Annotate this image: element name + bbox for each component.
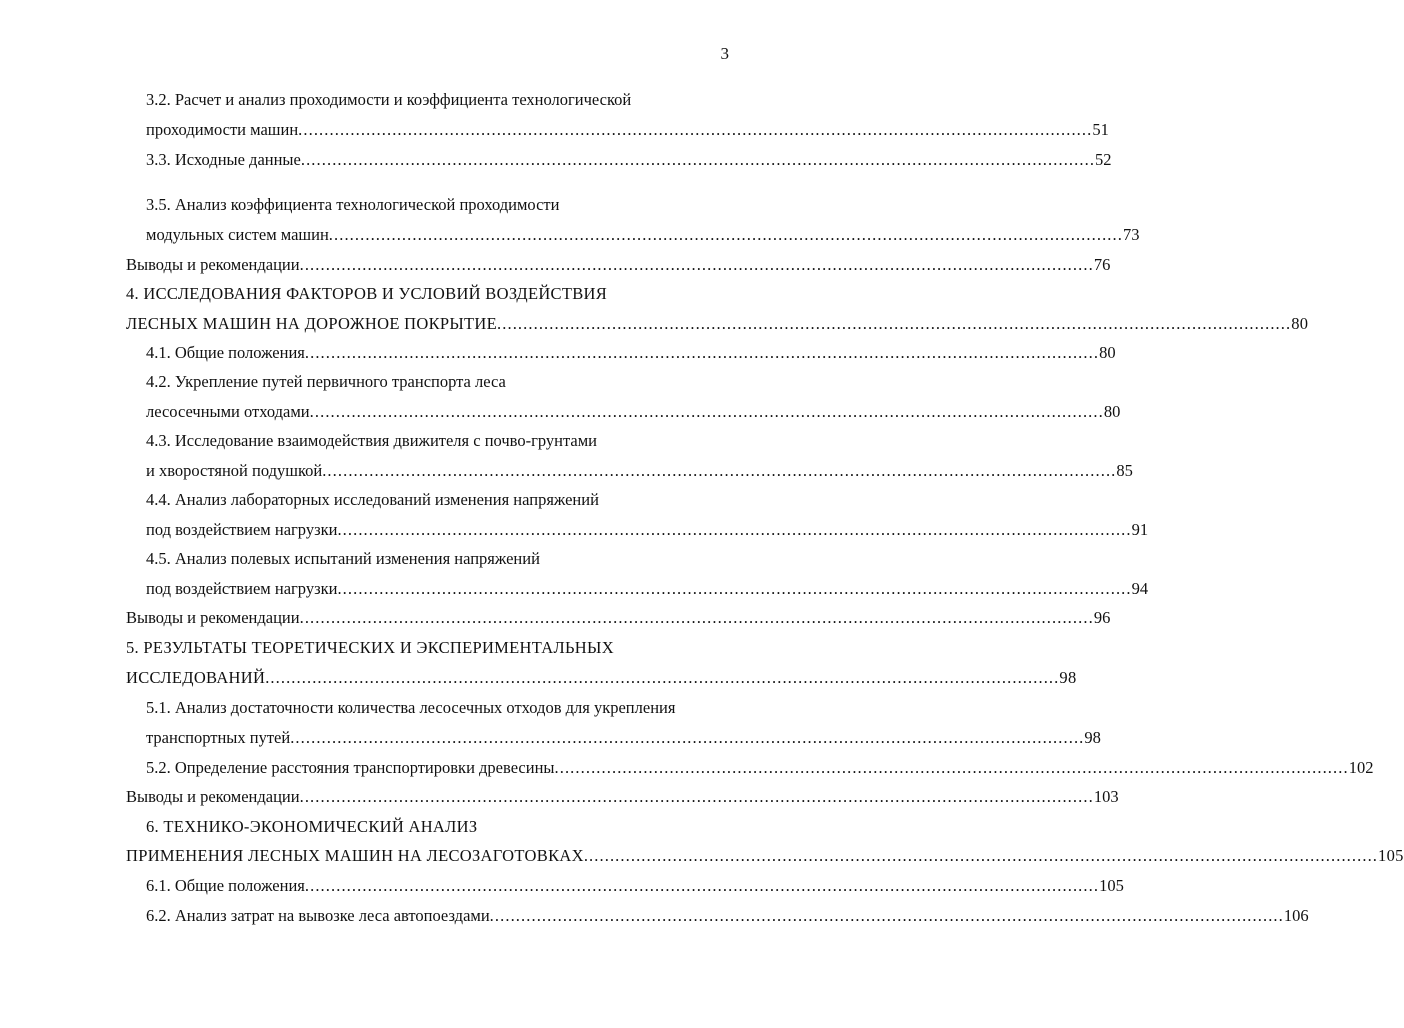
dot-leader: ........................................................................................................................................................ <box>299 608 1094 627</box>
toc-page-number: 52 <box>1095 150 1112 169</box>
dot-leader: ........................................................................................................................................................ <box>304 876 1100 895</box>
toc-entry-3-3[interactable] <box>146 150 1112 169</box>
toc-entry-text: проходимости машин <box>146 120 299 139</box>
dot-leader: ........................................................................................................................................................ <box>309 402 1104 421</box>
toc-page-number: 76 <box>1093 255 1111 274</box>
toc-entry-text: Выводы и рекомендации <box>126 787 300 806</box>
toc-entry-5-2[interactable] <box>146 758 1374 777</box>
toc-entry-text: и хворостяной подушкой <box>146 461 323 480</box>
toc-chapter-5-cont[interactable] <box>126 668 1077 687</box>
toc-entry-text: лесосечными отходами <box>146 402 310 421</box>
toc-page-number: 103 <box>1093 787 1119 806</box>
toc-entry-4-2-cont[interactable] <box>146 402 1121 421</box>
toc-page-number: 96 <box>1093 608 1111 627</box>
toc-chapter-4-cont[interactable] <box>126 314 1309 333</box>
toc-entry-4-1[interactable] <box>146 343 1116 362</box>
toc-entry-3-2[interactable]: 3.2. Расчет и анализ проходимости и коэффициента технологической <box>146 90 632 109</box>
dot-leader: ........................................................................................................................................................ <box>299 255 1094 274</box>
toc-entry-text: под воздействием нагрузки <box>146 520 338 539</box>
dot-leader: ........................................................................................................................................................ <box>298 120 1093 139</box>
toc-entry-6-1[interactable] <box>146 876 1124 895</box>
dot-leader: ........................................................................................................................................................ <box>489 906 1284 925</box>
toc-page-number: 51 <box>1092 120 1109 139</box>
toc-page-number: 98 <box>1059 668 1077 687</box>
toc-entry-text: транспортных путей <box>146 728 291 747</box>
toc-entry-text: модульных систем машин <box>146 225 329 244</box>
toc-page-number: 94 <box>1131 579 1149 598</box>
toc-page-number: 105 <box>1378 846 1404 865</box>
toc-entry-6-2[interactable] <box>146 906 1309 925</box>
toc-page-number: 106 <box>1283 906 1309 925</box>
toc-page-number: 105 <box>1099 876 1124 895</box>
toc-entry-text: Выводы и рекомендации <box>126 608 300 627</box>
dot-leader: ........................................................................................................................................................ <box>265 668 1060 687</box>
toc-entry-3-5-cont[interactable] <box>146 225 1140 244</box>
toc-chapter-6[interactable]: 6. ТЕХНИКО-ЭКОНОМИЧЕСКИЙ АНАЛИЗ <box>146 817 478 836</box>
toc-page-number: 73 <box>1122 225 1140 244</box>
dot-leader: ........................................................................................................................................................ <box>328 225 1123 244</box>
dot-leader: ........................................................................................................................................................ <box>554 758 1349 777</box>
toc-page-number: 80 <box>1099 343 1116 362</box>
toc-entry-3-2-cont[interactable] <box>146 120 1109 139</box>
toc-entry-4-4-cont[interactable] <box>146 520 1149 539</box>
toc-entry-text: ИССЛЕДОВАНИЙ <box>126 668 266 687</box>
toc-chapter-4[interactable]: 4. ИССЛЕДОВАНИЯ ФАКТОРОВ И УСЛОВИЙ ВОЗДЕЙСТВИЯ <box>126 284 608 303</box>
dot-leader: ........................................................................................................................................................ <box>337 520 1132 539</box>
toc-page-number: 91 <box>1131 520 1149 539</box>
toc-entry-4-4[interactable]: 4.4. Анализ лабораторных исследований изменения напряжений <box>146 490 599 509</box>
toc-page-number: 85 <box>1116 461 1133 480</box>
toc-chapter-6-cont[interactable] <box>126 846 1404 865</box>
toc-entry-4-5-cont[interactable] <box>146 579 1149 598</box>
toc-page-number: 80 <box>1291 314 1309 333</box>
toc-entry-5-1[interactable]: 5.1. Анализ достаточности количества лесосечных отходов для укрепления <box>146 698 676 717</box>
toc-entry-4-5[interactable]: 4.5. Анализ полевых испытаний изменения напряжений <box>146 549 540 568</box>
toc-entry-4-3[interactable]: 4.3. Исследование взаимодействия движителя с почво-грунтами <box>146 431 597 450</box>
toc-entry-text: 5.2. Определение расстояния транспортировки древесины <box>146 758 555 777</box>
toc-page-number: 80 <box>1103 402 1121 421</box>
toc-entry-text: под воздействием нагрузки <box>146 579 338 598</box>
dot-leader: ........................................................................................................................................................ <box>337 579 1132 598</box>
toc-page-number: 102 <box>1348 758 1374 777</box>
dot-leader: ........................................................................................................................................................ <box>290 728 1085 747</box>
toc-entry-text: ЛЕСНЫХ МАШИН НА ДОРОЖНОЕ ПОКРЫТИЕ <box>126 314 498 333</box>
toc-entry-text: 6.2. Анализ затрат на вывозке леса автопоездами <box>146 906 490 925</box>
toc-entry-4-3-cont[interactable] <box>146 461 1133 480</box>
toc-entry-text: Выводы и рекомендации <box>126 255 300 274</box>
toc-entry-conclusions-5[interactable] <box>126 787 1119 806</box>
toc-entry-5-1-cont[interactable] <box>146 728 1101 747</box>
toc-entry-3-5[interactable]: 3.5. Анализ коэффициента технологической проходимости <box>146 195 560 214</box>
toc-page-number: 98 <box>1084 728 1101 747</box>
toc-entry-4-2[interactable]: 4.2. Укрепление путей первичного транспорта леса <box>146 372 506 391</box>
toc-entry-text: 6.1. Общие положения <box>146 876 305 895</box>
dot-leader: ........................................................................................................................................................ <box>304 343 1100 362</box>
toc-entry-text: 4.1. Общие положения <box>146 343 305 362</box>
dot-leader: ........................................................................................................................................................ <box>299 787 1094 806</box>
dot-leader: ........................................................................................................................................................ <box>322 461 1117 480</box>
dot-leader: ........................................................................................................................................................ <box>583 846 1379 865</box>
dot-leader: ........................................................................................................................................................ <box>497 314 1292 333</box>
toc-entry-conclusions-3[interactable] <box>126 255 1111 274</box>
page-number: 3 <box>720 44 729 63</box>
toc-chapter-5[interactable]: 5. РЕЗУЛЬТАТЫ ТЕОРЕТИЧЕСКИХ И ЭКСПЕРИМЕНТАЛЬНЫХ <box>126 638 614 657</box>
toc-entry-conclusions-4[interactable] <box>126 608 1111 627</box>
toc-entry-text: 3.3. Исходные данные <box>146 150 301 169</box>
dot-leader: ........................................................................................................................................................ <box>300 150 1096 169</box>
toc-entry-text: ПРИМЕНЕНИЯ ЛЕСНЫХ МАШИН НА ЛЕСОЗАГОТОВКАХ <box>126 846 584 865</box>
